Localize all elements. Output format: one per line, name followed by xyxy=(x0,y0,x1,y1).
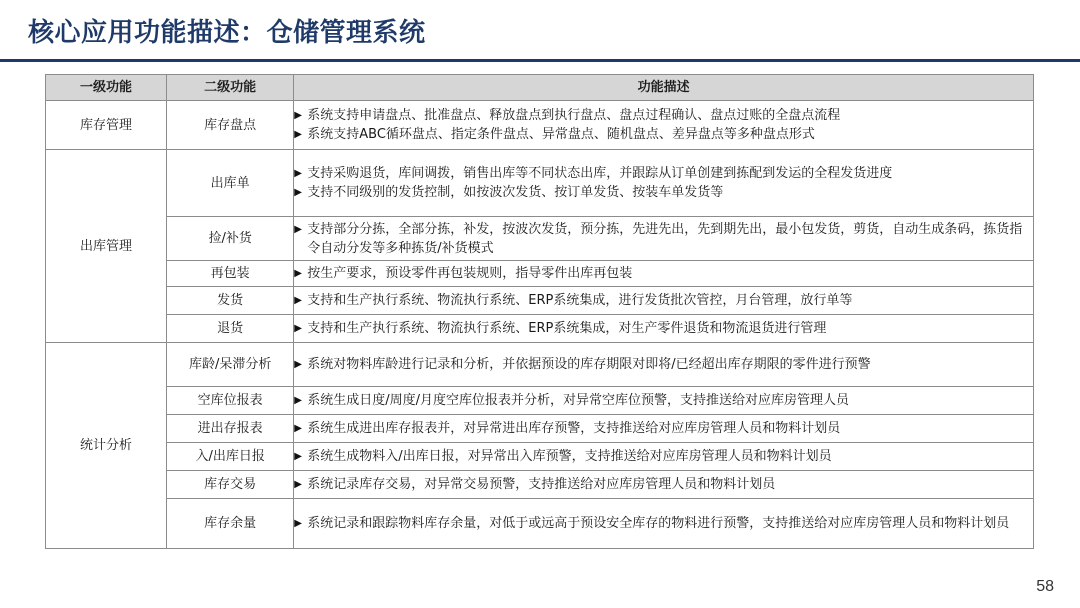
description-text: 支持不同级别的发货控制，如按波次发货、按订单发货、按装车单发货等 xyxy=(307,185,724,200)
bullet-triangle-icon: ▶ xyxy=(294,223,302,235)
description-text: 系统对物料库龄进行记录和分析，并依据预设的库存期限对即将/已经超出库存期限的零件进行预警 xyxy=(307,357,871,372)
description-cell xyxy=(294,150,1034,217)
description-item xyxy=(294,319,1033,338)
table-row xyxy=(46,471,1034,499)
description-text: 系统生成进出库存报表并，对异常进出库存预警，支持推送给对应库房管理人员和物料计划员 xyxy=(307,421,841,436)
description-text: 按生产要求，预设零件再包装规则，指导零件出库再包装 xyxy=(307,266,633,281)
header-description: 功能描述 xyxy=(294,75,1034,101)
level2-cell: 再包装 xyxy=(167,261,294,287)
description-text: 系统记录和跟踪物料库存余量，对低于或远高于预设安全库存的物料进行预警，支持推送给对应库房管理人员和物料计划员 xyxy=(307,516,1010,531)
description-item xyxy=(294,291,1033,310)
description-item xyxy=(294,419,1033,438)
description-item xyxy=(294,164,1033,183)
table-row xyxy=(46,150,1034,217)
description-item xyxy=(294,220,1033,258)
bullet-triangle-icon: ▶ xyxy=(294,187,302,198)
description-text: 系统记录库存交易，对异常交易预警，支持推送给对应库房管理人员和物料计划员 xyxy=(307,477,776,492)
table-row xyxy=(46,499,1034,549)
level2-cell: 库存盘点 xyxy=(167,101,294,150)
bullet-triangle-icon: ▶ xyxy=(294,110,302,121)
bullet-triangle-icon: ▶ xyxy=(294,168,302,179)
description-item xyxy=(294,183,1033,202)
bullet-triangle-icon: ▶ xyxy=(294,451,302,462)
level2-cell: 库龄/呆滞分析 xyxy=(167,343,294,387)
header-level2: 二级功能 xyxy=(167,75,294,101)
bullet-triangle-icon: ▶ xyxy=(294,323,302,334)
level1-cell: 统计分析 xyxy=(46,343,167,549)
level2-cell: 空库位报表 xyxy=(167,387,294,415)
description-item xyxy=(294,106,1033,125)
table-row xyxy=(46,217,1034,261)
description-text: 系统支持申请盘点、批准盘点、释放盘点到执行盘点、盘点过程确认、盘点过账的全盘点流程 xyxy=(307,108,841,123)
table-row xyxy=(46,387,1034,415)
description-text: 系统生成物料入/出库日报，对异常出入库预警，支持推送给对应库房管理人员和物料计划员 xyxy=(307,449,832,464)
table-row xyxy=(46,315,1034,343)
bullet-triangle-icon: ▶ xyxy=(294,268,302,279)
description-cell xyxy=(294,415,1034,443)
description-cell xyxy=(294,343,1034,387)
description-item xyxy=(294,264,1033,283)
description-cell xyxy=(294,443,1034,471)
description-cell xyxy=(294,499,1034,549)
level1-cell: 库存管理 xyxy=(46,101,167,150)
description-text: 系统生成日度/周度/月度空库位报表并分析，对异常空库位预警，支持推送给对应库房管理人员 xyxy=(307,393,849,408)
description-cell xyxy=(294,217,1034,261)
bullet-triangle-icon: ▶ xyxy=(294,518,302,529)
description-cell xyxy=(294,261,1034,287)
description-cell xyxy=(294,471,1034,499)
description-item xyxy=(294,514,1033,533)
table-row xyxy=(46,343,1034,387)
page-title: 核心应用功能描述：仓储管理系统 xyxy=(28,18,426,48)
table-row xyxy=(46,261,1034,287)
level2-cell: 退货 xyxy=(167,315,294,343)
level2-cell: 进出存报表 xyxy=(167,415,294,443)
bullet-triangle-icon: ▶ xyxy=(294,295,302,306)
table-row xyxy=(46,415,1034,443)
table-header-row xyxy=(46,75,1034,101)
level1-cell: 出库管理 xyxy=(46,150,167,343)
description-item xyxy=(294,355,1033,374)
description-cell xyxy=(294,101,1034,150)
page-number: 58 xyxy=(1036,578,1054,595)
bullet-triangle-icon: ▶ xyxy=(294,423,302,434)
bullet-triangle-icon: ▶ xyxy=(294,129,302,140)
title-divider xyxy=(0,59,1080,62)
description-text: 支持部分分拣，全部分拣，补发，按波次发货，预分拣，先进先出，先到期先出，最小包发货，剪货，自动生成条码，拣货指令自动分发等多种拣货/补货模式 xyxy=(307,221,1023,256)
bullet-triangle-icon: ▶ xyxy=(294,395,302,406)
header-level1: 一级功能 xyxy=(46,75,167,101)
description-item xyxy=(294,125,1033,144)
description-cell xyxy=(294,287,1034,315)
table-row xyxy=(46,101,1034,150)
description-text: 支持采购退货，库间调拨，销售出库等不同状态出库，并跟踪从订单创建到拣配到发运的全程发货进度 xyxy=(307,166,893,181)
description-cell xyxy=(294,387,1034,415)
level2-cell: 入/出库日报 xyxy=(167,443,294,471)
bullet-triangle-icon: ▶ xyxy=(294,359,302,370)
table-row xyxy=(46,287,1034,315)
bullet-triangle-icon: ▶ xyxy=(294,479,302,490)
description-cell xyxy=(294,315,1034,343)
level2-cell: 库存余量 xyxy=(167,499,294,549)
description-item xyxy=(294,447,1033,466)
level2-cell: 发货 xyxy=(167,287,294,315)
level2-cell: 捡/补货 xyxy=(167,217,294,261)
description-item xyxy=(294,475,1033,494)
function-table xyxy=(45,74,1034,549)
level2-cell: 出库单 xyxy=(167,150,294,217)
description-text: 支持和生产执行系统、物流执行系统、ERP系统集成，进行发货批次管控，月台管理，放行单等 xyxy=(307,293,853,308)
description-text: 支持和生产执行系统、物流执行系统、ERP系统集成，对生产零件退货和物流退货进行管理 xyxy=(307,321,827,336)
description-text: 系统支持ABC循环盘点、指定条件盘点、异常盘点、随机盘点、差异盘点等多种盘点形式 xyxy=(307,127,815,142)
table-row xyxy=(46,443,1034,471)
description-item xyxy=(294,391,1033,410)
level2-cell: 库存交易 xyxy=(167,471,294,499)
